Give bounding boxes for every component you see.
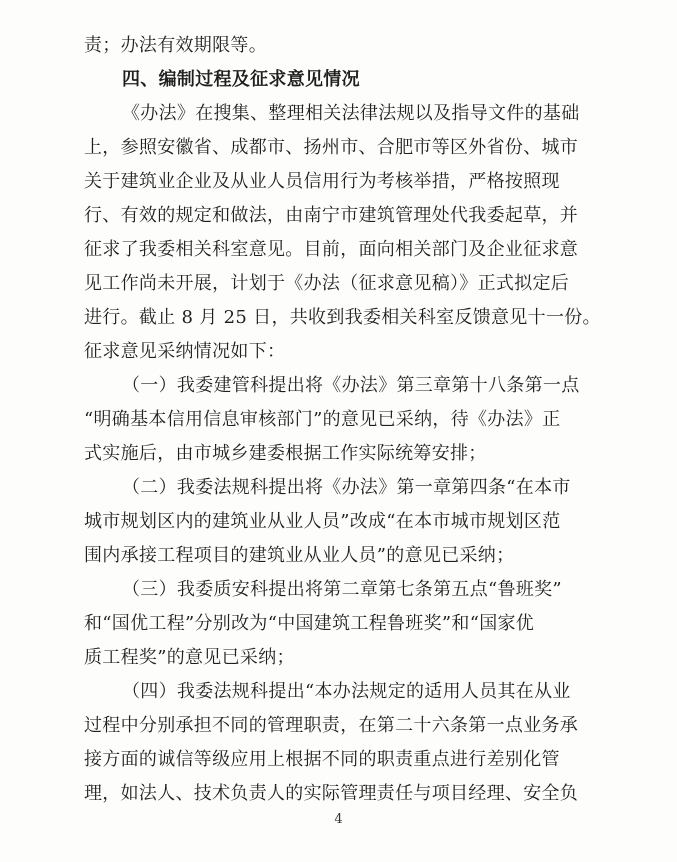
text-line: （四）我委法规科提出“本办法规定的适用人员其在从业 <box>122 681 571 702</box>
text-line: （一）我委建管科提出将《办法》第三章第十八条第一点 <box>122 375 580 396</box>
text-line: 理，如法人、技术负责人的实际管理责任与项目经理、安全负 <box>84 783 579 804</box>
section-heading: 四、编制过程及征求意见情况 <box>122 69 360 90</box>
text-line: （三）我委质安科提出将第二章第七条第五点“鲁班奖” <box>122 579 562 600</box>
text-line: 征求了我委相关科室意见。目前，面向相关部门及企业征求意 <box>84 239 579 260</box>
text-line: “明确基本信用信息审核部门”的意见已采纳，待《办法》正 <box>84 409 561 430</box>
text-line: 和“国优工程”分别改为“中国建筑工程鲁班奖”和“国家优 <box>84 613 535 634</box>
text-line: 征求意见采纳情况如下： <box>84 341 286 362</box>
text-line: （二）我委法规科提出将《办法》第一章第四条“在本市 <box>122 477 571 498</box>
text-line: 接方面的诚信等级应用上根据不同的职责重点进行差别化管 <box>84 749 560 770</box>
text-line: 上，参照安徽省、成都市、扬州市、合肥市等区外省份、城市 <box>84 137 579 158</box>
text-line: 见工作尚未开展，计划于《办法（征求意见稿）》正式拟定后 <box>84 273 570 294</box>
text-line: 责；办法有效期限等。 <box>84 35 267 56</box>
text-line: 围内承接工程项目的建筑业从业人员”的意见已采纳； <box>84 545 515 566</box>
text-line: 城市规划区内的建筑业从业人员”改成“在本市城市规划区范 <box>84 511 561 532</box>
text-line: 过程中分别承担不同的管理职责，在第二十六条第一点业务承 <box>84 715 579 736</box>
text-line: 《办法》在搜集、整理相关法律法规以及指导文件的基础 <box>122 103 580 124</box>
text-line: 式实施后，由市城乡建委根据工作实际统筹安排； <box>84 443 487 464</box>
text-line: 行、有效的规定和做法，由南宁市建筑管理处代我委起草，并 <box>84 205 579 226</box>
text-line: 质工程奖”的意见已采纳； <box>84 647 295 668</box>
text-line: 关于建筑业企业及从业人员信用行为考核举措，严格按照现 <box>84 171 560 192</box>
text-line: 进行。截止 8 月 25 日，共收到我委相关科室反馈意见十一份。 <box>84 307 601 328</box>
page-number: 4 <box>334 812 343 827</box>
